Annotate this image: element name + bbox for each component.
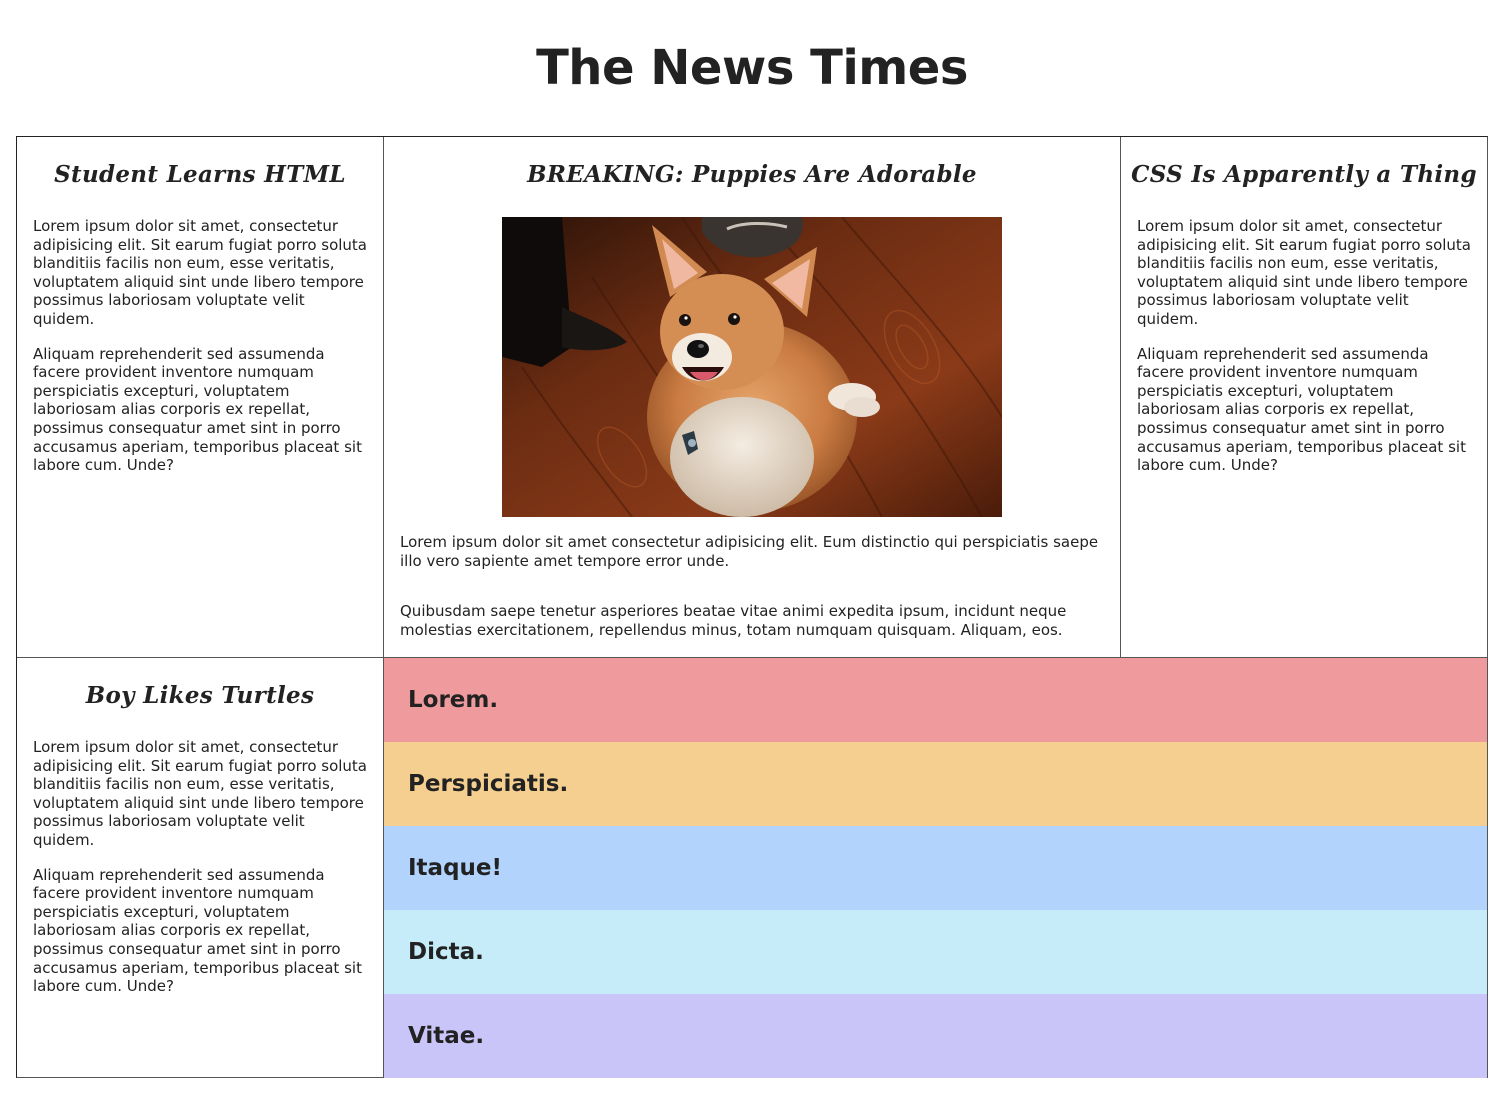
corgi-photo	[502, 217, 1002, 517]
news-grid	[16, 136, 1488, 1078]
article-paragraph: Aliquam reprehenderit sed assumenda facere provident inventore numquam perspiciatis excepturi, voluptatem laboriosam alias corporis ex repellat, possimus consequatur amet sint in porro accusamus aperiam, temporibus placeat sit labore cum. Unde?	[33, 344, 362, 475]
article-title: Student Learns HTML	[54, 161, 346, 188]
article-paragraph: Lorem ipsum dolor sit amet, consectetur adipisicing elit. Sit earum fugiat porro soluta blanditiis facilis non eum, esse veritatis, voluptatem aliquid sint unde libero tempore possimus laboriosam voluptate velit quidem.	[33, 217, 367, 328]
article-boy-likes-turtles	[17, 657, 384, 1077]
article-puppies-are-adorable	[384, 137, 1121, 657]
article-paragraph: Lorem ipsum dolor sit amet consectetur adipisicing elit. Eum distinctio qui perspiciatis saepe illo vero sapiente amet tempore error unde.	[400, 533, 1099, 570]
band-dicta	[384, 910, 1487, 994]
color-bands	[384, 657, 1487, 1077]
article-paragraph: Lorem ipsum dolor sit amet, consectetur adipisicing elit. Sit earum fugiat porro soluta blanditiis facilis non eum, esse veritatis, voluptatem aliquid sint unde libero tempore possimus laboriosam voluptate velit quidem.	[1137, 217, 1471, 328]
article-body	[1137, 217, 1471, 475]
article-title: CSS Is Apparently a Thing	[1131, 161, 1477, 188]
article-body	[33, 738, 367, 996]
band-itaque	[384, 826, 1487, 910]
band-label: Itaque!	[408, 855, 502, 881]
article-paragraph: Lorem ipsum dolor sit amet, consectetur adipisicing elit. Sit earum fugiat porro soluta blanditiis facilis non eum, esse veritatis, voluptatem aliquid sint unde libero tempore possimus laboriosam voluptate velit quidem.	[33, 738, 367, 849]
band-label: Lorem.	[408, 687, 499, 713]
band-label: Perspiciatis.	[408, 771, 569, 797]
article-title: Boy Likes Turtles	[85, 682, 315, 709]
band-lorem	[384, 658, 1487, 742]
band-label: Vitae.	[408, 1023, 485, 1049]
masthead-title: The News Times	[536, 40, 968, 96]
article-paragraph: Aliquam reprehenderit sed assumenda facere provident inventore numquam perspiciatis excepturi, voluptatem laboriosam alias corporis ex repellat, possimus consequatur amet sint in porro accusamus aperiam, temporibus placeat sit labore cum. Unde?	[1137, 344, 1466, 475]
band-label: Dicta.	[408, 939, 484, 965]
article-paragraph: Aliquam reprehenderit sed assumenda facere provident inventore numquam perspiciatis excepturi, voluptatem laboriosam alias corporis ex repellat, possimus consequatur amet sint in porro accusamus aperiam, temporibus placeat sit labore cum. Unde?	[33, 865, 362, 996]
article-css-is-apparently-a-thing	[1121, 137, 1487, 657]
band-perspiciatis	[384, 742, 1487, 826]
band-vitae	[384, 994, 1487, 1078]
article-title: BREAKING: Puppies Are Adorable	[527, 161, 977, 188]
article-student-learns-html	[17, 137, 384, 657]
article-paragraph: Quibusdam saepe tenetur asperiores beatae vitae animi expedita ipsum, incidunt neque molestias exercitationem, repellendus minus, totam numquam quisquam. Aliquam, eos.	[400, 602, 1067, 639]
article-body	[33, 217, 367, 475]
